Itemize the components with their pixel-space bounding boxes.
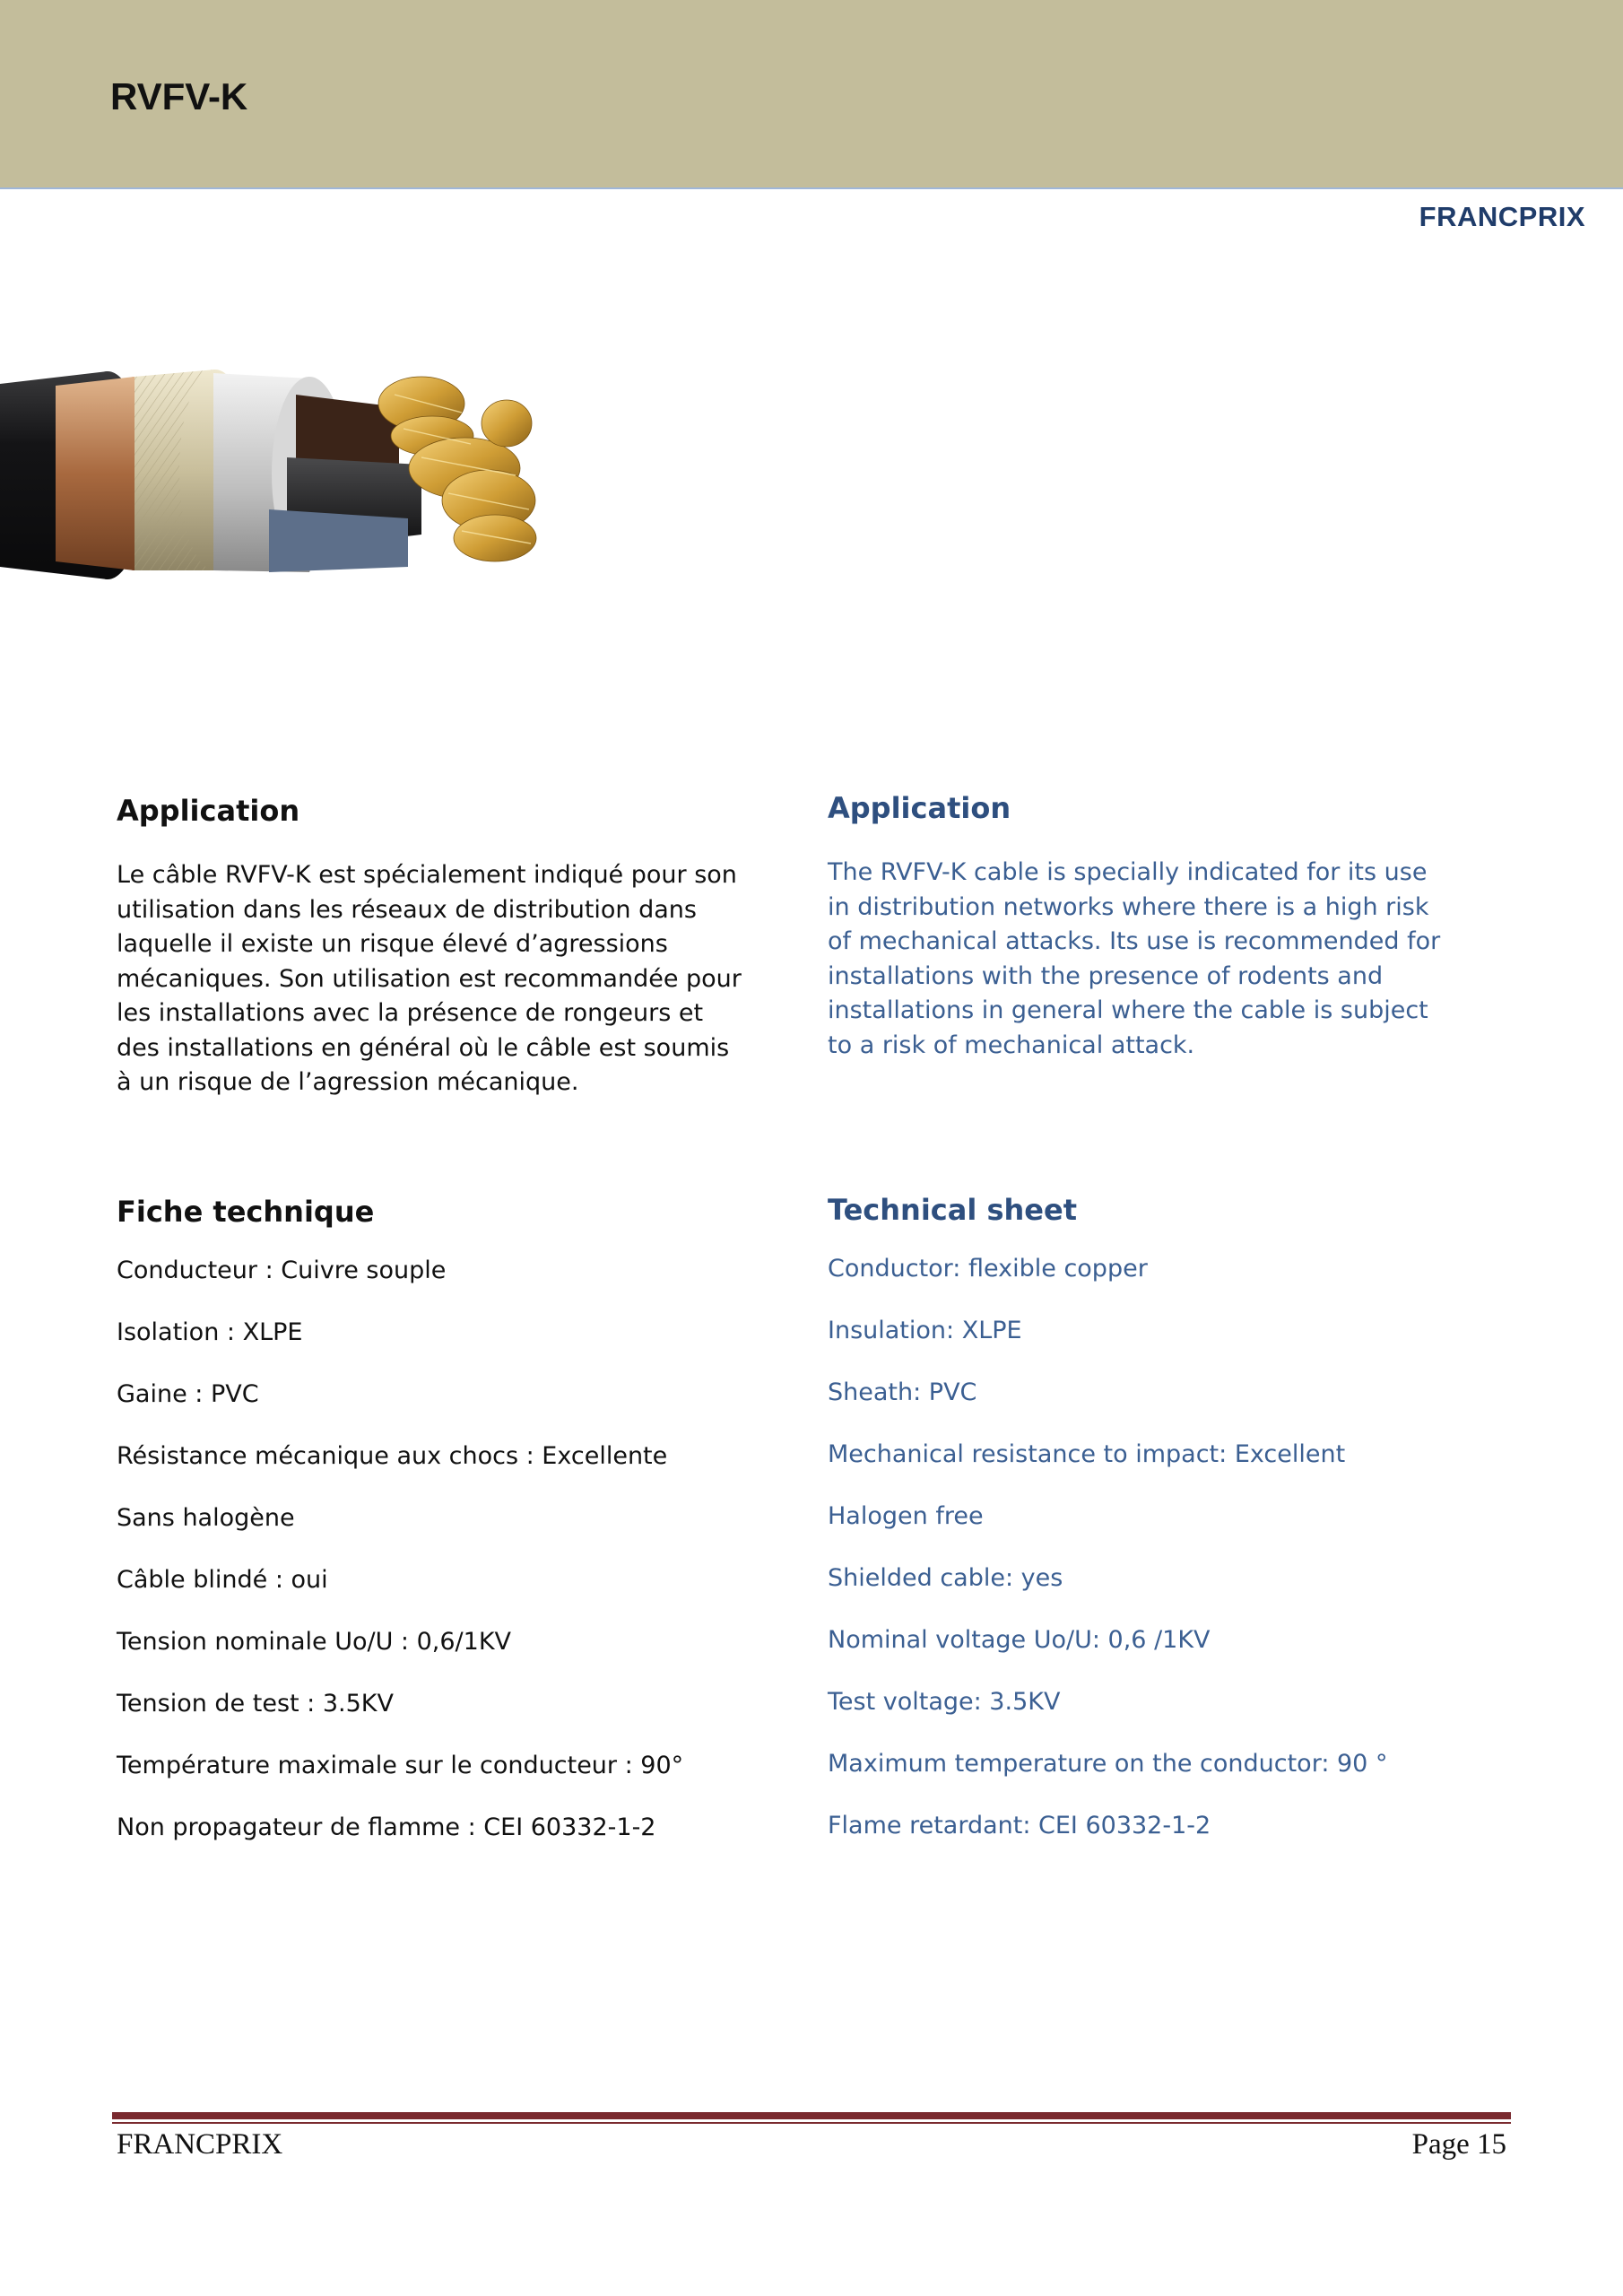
spec-item: Maximum temperature on the conductor: 90 ° <box>828 1750 1388 1779</box>
spec-item: Tension nominale Uo/U : 0,6/1KV <box>117 1628 511 1657</box>
spec-item: Non propagateur de flamme : CEI 60332-1-2 <box>117 1813 656 1842</box>
spec-item: Câble blindé : oui <box>117 1566 328 1595</box>
french-spec-list <box>117 1254 744 1873</box>
spec-item: Sans halogène <box>117 1504 295 1533</box>
french-technical-sheet <box>117 1195 744 1873</box>
english-application-section <box>828 791 1455 1063</box>
spec-item: Gaine : PVC <box>117 1380 259 1409</box>
page-title: RVFV-K <box>110 75 248 117</box>
footer-brand: FRANCPRIX <box>117 2128 283 2161</box>
footer-divider <box>112 2112 1511 2119</box>
french-application-text: Le câble RVFV-K est spécialement indiqué pour son utilisation dans les réseaux de distribution dans laquelle il existe un risque élevé d’agressions mécaniques. Son utilisation est recommandée pour les installations avec la présence de rongeurs et des installations en général où le câble est soumis à un risque de l’agression mécanique. <box>117 861 742 1097</box>
spec-item: Température maximale sur le conducteur : 90° <box>117 1752 684 1780</box>
french-sheet-heading: Fiche technique <box>117 1195 375 1229</box>
french-application-section <box>117 794 744 1100</box>
spec-item: Résistance mécanique aux chocs : Excellente <box>117 1442 668 1471</box>
spec-item: Test voltage: 3.5KV <box>828 1688 1061 1717</box>
spec-item: Sheath: PVC <box>828 1378 977 1407</box>
spec-item: Conductor: flexible copper <box>828 1255 1148 1283</box>
english-sheet-heading: Technical sheet <box>828 1193 1077 1227</box>
spec-item: Shielded cable: yes <box>828 1564 1063 1593</box>
spec-item: Mechanical resistance to impact: Excellent <box>828 1440 1346 1469</box>
header-band <box>0 0 1623 189</box>
french-application-heading: Application <box>117 794 300 828</box>
spec-item: Insulation: XLPE <box>828 1317 1022 1345</box>
cable-cross-section-illustration <box>0 359 547 592</box>
english-application-heading: Application <box>828 791 1011 825</box>
english-application-text: The RVFV-K cable is specially indicated for its use in distribution networks where there is a high risk of mechanical attacks. Its use is recommended for installations with the presence of rodents and installations in general where the cable is subject to a risk of mechanical attack. <box>828 858 1441 1059</box>
spec-item: Flame retardant: CEI 60332-1-2 <box>828 1812 1211 1840</box>
header-brand: FRANCPRIX <box>1419 201 1585 232</box>
page-number: Page 15 <box>1411 2128 1506 2161</box>
spec-item: Nominal voltage Uo/U: 0,6 /1KV <box>828 1626 1211 1655</box>
spec-item: Conducteur : Cuivre souple <box>117 1257 447 1285</box>
footer-divider-thin <box>112 2122 1511 2124</box>
english-technical-sheet <box>828 1193 1455 1871</box>
spec-item: Isolation : XLPE <box>117 1318 303 1347</box>
spec-item: Tension de test : 3.5KV <box>117 1690 394 1718</box>
spec-item: Halogen free <box>828 1502 984 1531</box>
english-spec-list <box>828 1252 1455 1871</box>
